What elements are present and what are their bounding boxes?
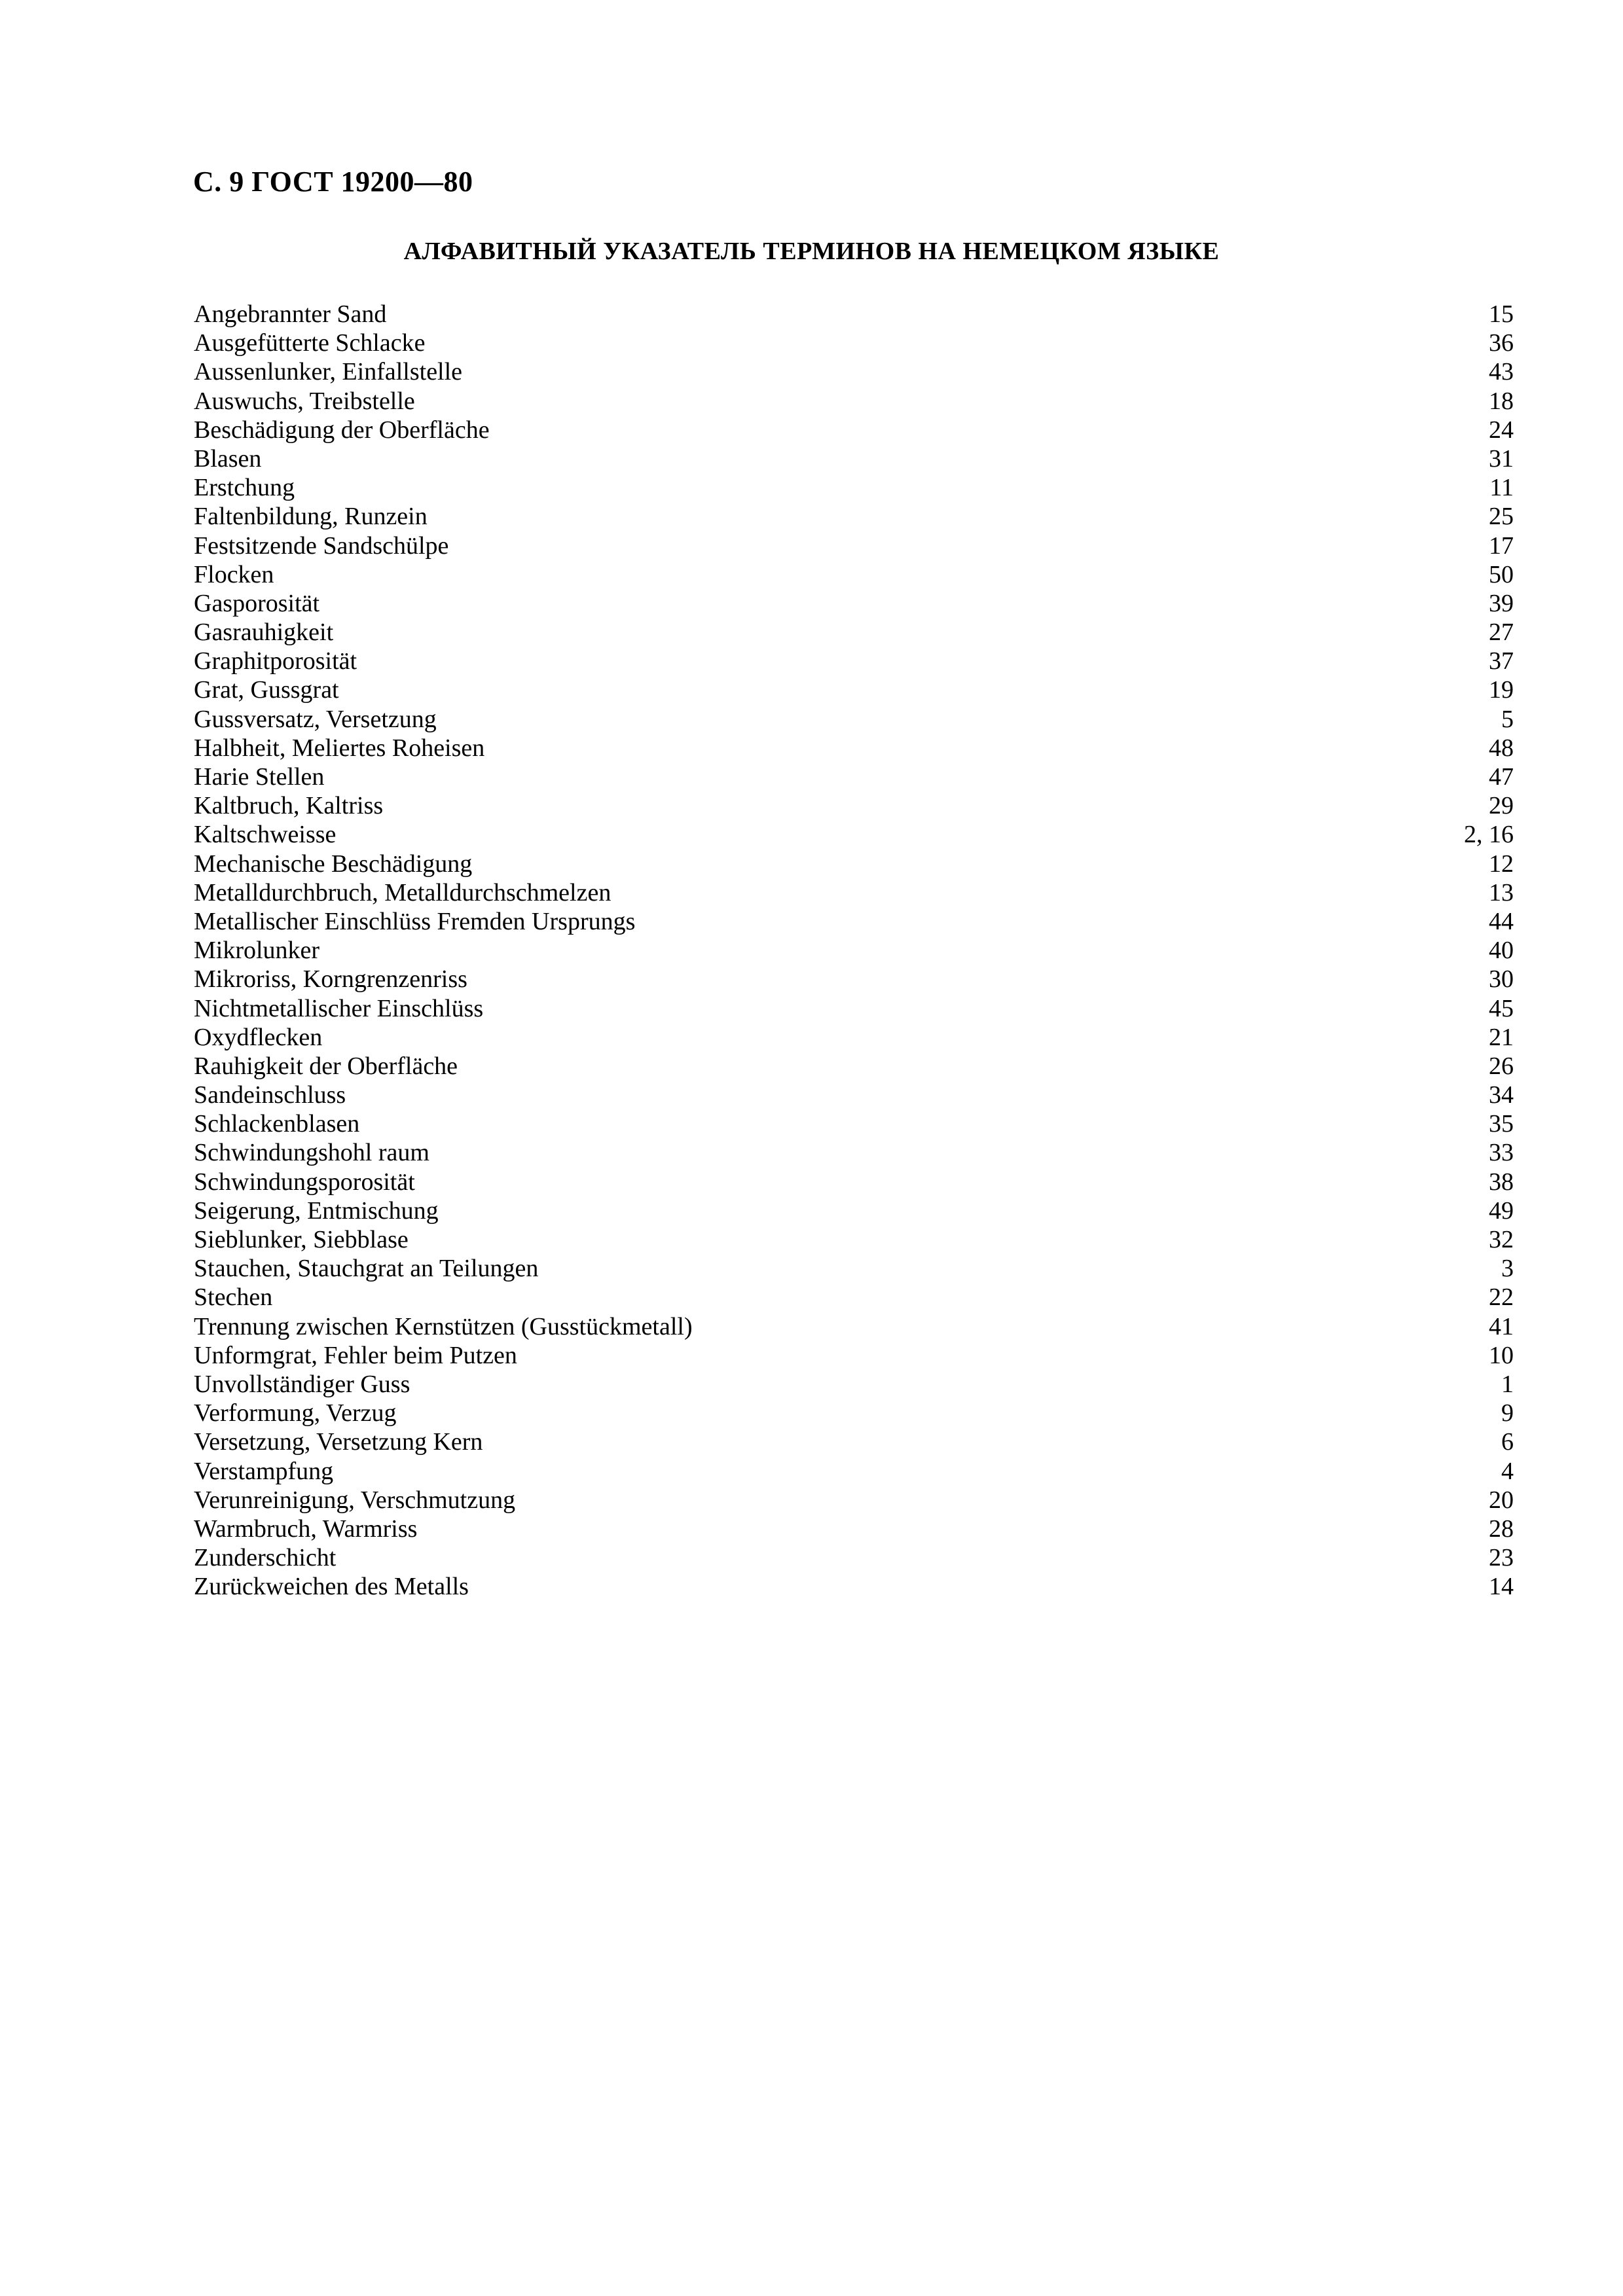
index-reference-number: 15 — [1489, 300, 1514, 328]
index-row — [194, 502, 1514, 531]
index-term: Sieblunker, Siebblase — [194, 1226, 409, 1253]
index-row — [194, 1196, 1514, 1225]
index-row — [194, 1052, 1514, 1081]
index-row — [194, 1427, 1514, 1456]
index-row — [194, 1138, 1514, 1167]
index-row — [194, 473, 1514, 502]
index-term: Stechen — [194, 1283, 273, 1312]
index-reference-number: 31 — [1489, 444, 1514, 473]
index-row — [194, 994, 1514, 1023]
index-term: Gussversatz, Versetzung — [194, 705, 437, 733]
index-reference-number: 49 — [1489, 1196, 1514, 1225]
index-reference-number: 13 — [1489, 878, 1514, 906]
index-row — [194, 1370, 1514, 1399]
index-reference-number: 18 — [1489, 387, 1514, 415]
index-reference-number: 26 — [1489, 1052, 1514, 1080]
index-row — [194, 1109, 1514, 1138]
index-term: Ausgefütterte Schlacke — [194, 329, 426, 357]
index-reference-number: 12 — [1489, 850, 1514, 878]
index-term: Metallischer Einschlüss Fremden Ursprungs — [194, 907, 636, 935]
index-term: Halbheit, Meliertes Roheisen — [194, 734, 485, 762]
term-index-list — [194, 300, 1514, 1601]
index-reference-number: 50 — [1489, 560, 1514, 588]
index-term: Metalldurchbruch, Metalldurchschmelzen — [194, 878, 611, 906]
index-row — [194, 705, 1514, 734]
index-reference-number: 45 — [1489, 994, 1514, 1022]
index-reference-number: 17 — [1489, 531, 1514, 560]
index-row — [194, 1543, 1514, 1572]
index-term: Zurückweichen des Metalls — [194, 1573, 469, 1601]
index-term: Aussenlunker, Einfallstelle — [194, 358, 463, 386]
index-row — [194, 1572, 1514, 1601]
index-term: Grat, Gussgrat — [194, 676, 339, 704]
index-row — [194, 936, 1514, 965]
index-term: Gasporosität — [194, 589, 320, 617]
index-term: Schlackenblasen — [194, 1110, 360, 1138]
index-term: Flocken — [194, 560, 274, 588]
index-reference-number: 35 — [1489, 1110, 1514, 1138]
index-row — [194, 357, 1514, 386]
index-term: Unformgrat, Fehler beim Putzen — [194, 1341, 517, 1369]
index-reference-number: 24 — [1489, 416, 1514, 444]
index-row — [194, 329, 1514, 357]
index-reference-number: 5 — [1501, 705, 1514, 733]
index-term: Verunreinigung, Verschmutzung — [194, 1486, 516, 1514]
index-row — [194, 1486, 1514, 1515]
index-term: Verformung, Verzug — [194, 1399, 397, 1427]
index-term: Mikrolunker — [194, 937, 320, 965]
index-term: Nichtmetallischer Einschlüss — [194, 994, 484, 1022]
index-row — [194, 820, 1514, 849]
index-reference-number: 22 — [1489, 1283, 1514, 1312]
index-reference-number: 30 — [1489, 965, 1514, 994]
index-term: Schwindungshohl raum — [194, 1139, 429, 1167]
index-term: Graphitporosität — [194, 647, 357, 675]
index-reference-number: 48 — [1489, 734, 1514, 762]
index-term: Erstchung — [194, 474, 295, 502]
index-reference-number: 41 — [1489, 1312, 1514, 1340]
index-term: Trennung zwischen Kernstützen (Gusstückmetall) — [194, 1312, 693, 1340]
index-term: Unvollständiger Guss — [194, 1370, 410, 1398]
index-row — [194, 1312, 1514, 1341]
index-term: Rauhigkeit der Oberfläche — [194, 1052, 458, 1080]
index-term: Angebrannter Sand — [194, 300, 387, 328]
index-row — [194, 444, 1514, 473]
index-reference-number: 3 — [1501, 1255, 1514, 1283]
index-term: Beschädigung der Oberfläche — [194, 416, 490, 444]
index-term: Gasrauhigkeit — [194, 619, 334, 647]
index-reference-number: 14 — [1489, 1573, 1514, 1601]
index-term: Versetzung, Versetzung Kern — [194, 1428, 483, 1456]
index-reference-number: 25 — [1489, 503, 1514, 531]
index-term: Harie Stellen — [194, 763, 325, 791]
index-row — [194, 531, 1514, 560]
index-reference-number: 39 — [1489, 589, 1514, 617]
index-row — [194, 1023, 1514, 1052]
index-row — [194, 1254, 1514, 1283]
index-row — [194, 1341, 1514, 1370]
index-row — [194, 416, 1514, 444]
index-row — [194, 589, 1514, 618]
index-reference-number: 37 — [1489, 647, 1514, 675]
index-term: Verstampfung — [194, 1457, 334, 1485]
index-row — [194, 675, 1514, 704]
index-row — [194, 1283, 1514, 1312]
index-term: Kaltschweisse — [194, 821, 337, 849]
index-row — [194, 762, 1514, 791]
index-reference-number: 10 — [1489, 1341, 1514, 1369]
index-reference-number: 11 — [1489, 474, 1514, 502]
index-row — [194, 965, 1514, 994]
index-row — [194, 1168, 1514, 1196]
index-row — [194, 791, 1514, 820]
index-reference-number: 2, 16 — [1464, 821, 1514, 849]
section-title: АЛФАВИТНЫЙ УКАЗАТЕЛЬ ТЕРМИНОВ НА НЕМЕЦКОМ ЯЗЫКЕ — [403, 238, 1220, 265]
index-reference-number: 38 — [1489, 1168, 1514, 1196]
index-term: Kaltbruch, Kaltriss — [194, 792, 384, 820]
index-reference-number: 34 — [1489, 1081, 1514, 1109]
index-reference-number: 33 — [1489, 1139, 1514, 1167]
index-reference-number: 32 — [1489, 1226, 1514, 1253]
index-term: Zunderschicht — [194, 1544, 337, 1572]
index-row — [194, 1225, 1514, 1254]
index-term: Auswuchs, Treibstelle — [194, 387, 415, 415]
index-row — [194, 1457, 1514, 1486]
index-term: Schwindungsporosität — [194, 1168, 415, 1196]
index-row — [194, 1081, 1514, 1109]
index-term: Oxydflecken — [194, 1023, 323, 1051]
index-term: Blasen — [194, 444, 262, 473]
index-row — [194, 647, 1514, 675]
index-row — [194, 387, 1514, 416]
index-row — [194, 907, 1514, 936]
page-header: С. 9 ГОСТ 19200—80 — [193, 166, 473, 198]
index-reference-number: 29 — [1489, 792, 1514, 820]
index-reference-number: 1 — [1501, 1370, 1514, 1398]
index-reference-number: 28 — [1489, 1515, 1514, 1543]
index-reference-number: 27 — [1489, 619, 1514, 647]
index-reference-number: 40 — [1489, 937, 1514, 965]
index-row — [194, 1399, 1514, 1427]
index-reference-number: 23 — [1489, 1544, 1514, 1572]
index-row — [194, 560, 1514, 589]
index-row — [194, 850, 1514, 878]
index-reference-number: 6 — [1501, 1428, 1514, 1456]
index-reference-number: 20 — [1489, 1486, 1514, 1514]
index-term: Sandeinschluss — [194, 1081, 346, 1109]
index-term: Stauchen, Stauchgrat an Teilungen — [194, 1255, 539, 1283]
index-row — [194, 618, 1514, 647]
index-reference-number: 47 — [1489, 763, 1514, 791]
index-reference-number: 19 — [1489, 676, 1514, 704]
index-row — [194, 300, 1514, 329]
index-reference-number: 36 — [1489, 329, 1514, 357]
index-term: Festsitzende Sandschülpe — [194, 531, 449, 560]
index-row — [194, 734, 1514, 762]
index-row — [194, 878, 1514, 907]
index-reference-number: 21 — [1489, 1023, 1514, 1051]
index-term: Mikroriss, Korngrenzenriss — [194, 965, 467, 994]
index-term: Mechanische Beschädigung — [194, 850, 473, 878]
index-reference-number: 9 — [1501, 1399, 1514, 1427]
index-reference-number: 43 — [1489, 358, 1514, 386]
index-reference-number: 4 — [1501, 1457, 1514, 1485]
index-row — [194, 1515, 1514, 1543]
index-term: Seigerung, Entmischung — [194, 1196, 439, 1225]
index-term: Faltenbildung, Runzein — [194, 503, 428, 531]
index-reference-number: 44 — [1489, 907, 1514, 935]
index-term: Warmbruch, Warmriss — [194, 1515, 418, 1543]
